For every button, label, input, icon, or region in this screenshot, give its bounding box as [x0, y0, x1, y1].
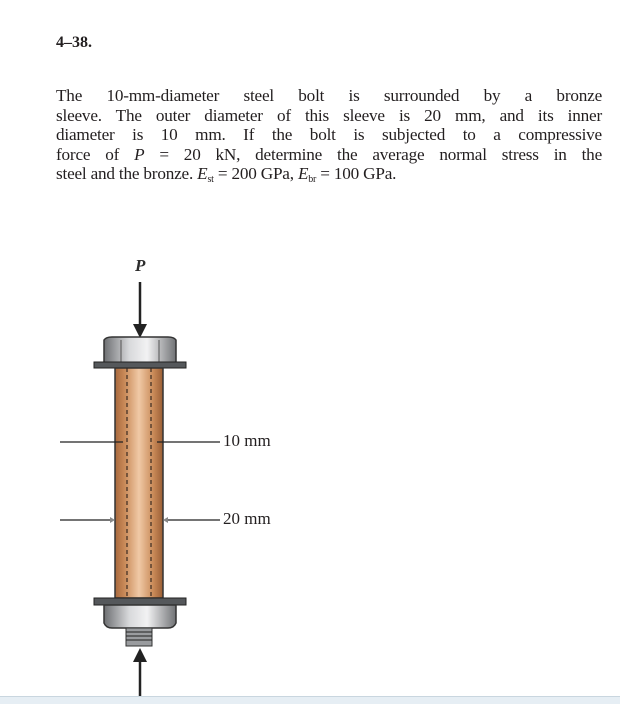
- statement-line: diameter is 10 mm. If the bolt is subjected to a compressive: [56, 125, 602, 145]
- outer-diameter-label: 20 mm: [223, 509, 271, 528]
- inner-diameter-label: 10 mm: [223, 431, 271, 450]
- bolt-nut: [94, 598, 186, 646]
- load-label: P: [135, 256, 146, 275]
- bronze-sleeve: [115, 368, 163, 598]
- statement-line: The 10-mm-diameter steel bolt is surrounded by a bronze: [56, 86, 602, 105]
- load-arrow-bottom: [133, 648, 147, 703]
- statement-line: steel and the bronze. $E_{st} = 200$ GPa, $E_{br} = 100$ GPa.: [56, 164, 397, 186]
- bolt-head: [94, 337, 186, 368]
- statement-line: force of P = 20 kN, determine the average normal stress in the: [56, 144, 602, 164]
- load-arrow-top: [133, 282, 147, 338]
- statement-line: sleeve. The outer diameter of this sleeve is 20 mm, and its inner: [56, 105, 602, 125]
- bolt-threads: [126, 628, 152, 646]
- problem-number: 4–38.: [56, 34, 92, 51]
